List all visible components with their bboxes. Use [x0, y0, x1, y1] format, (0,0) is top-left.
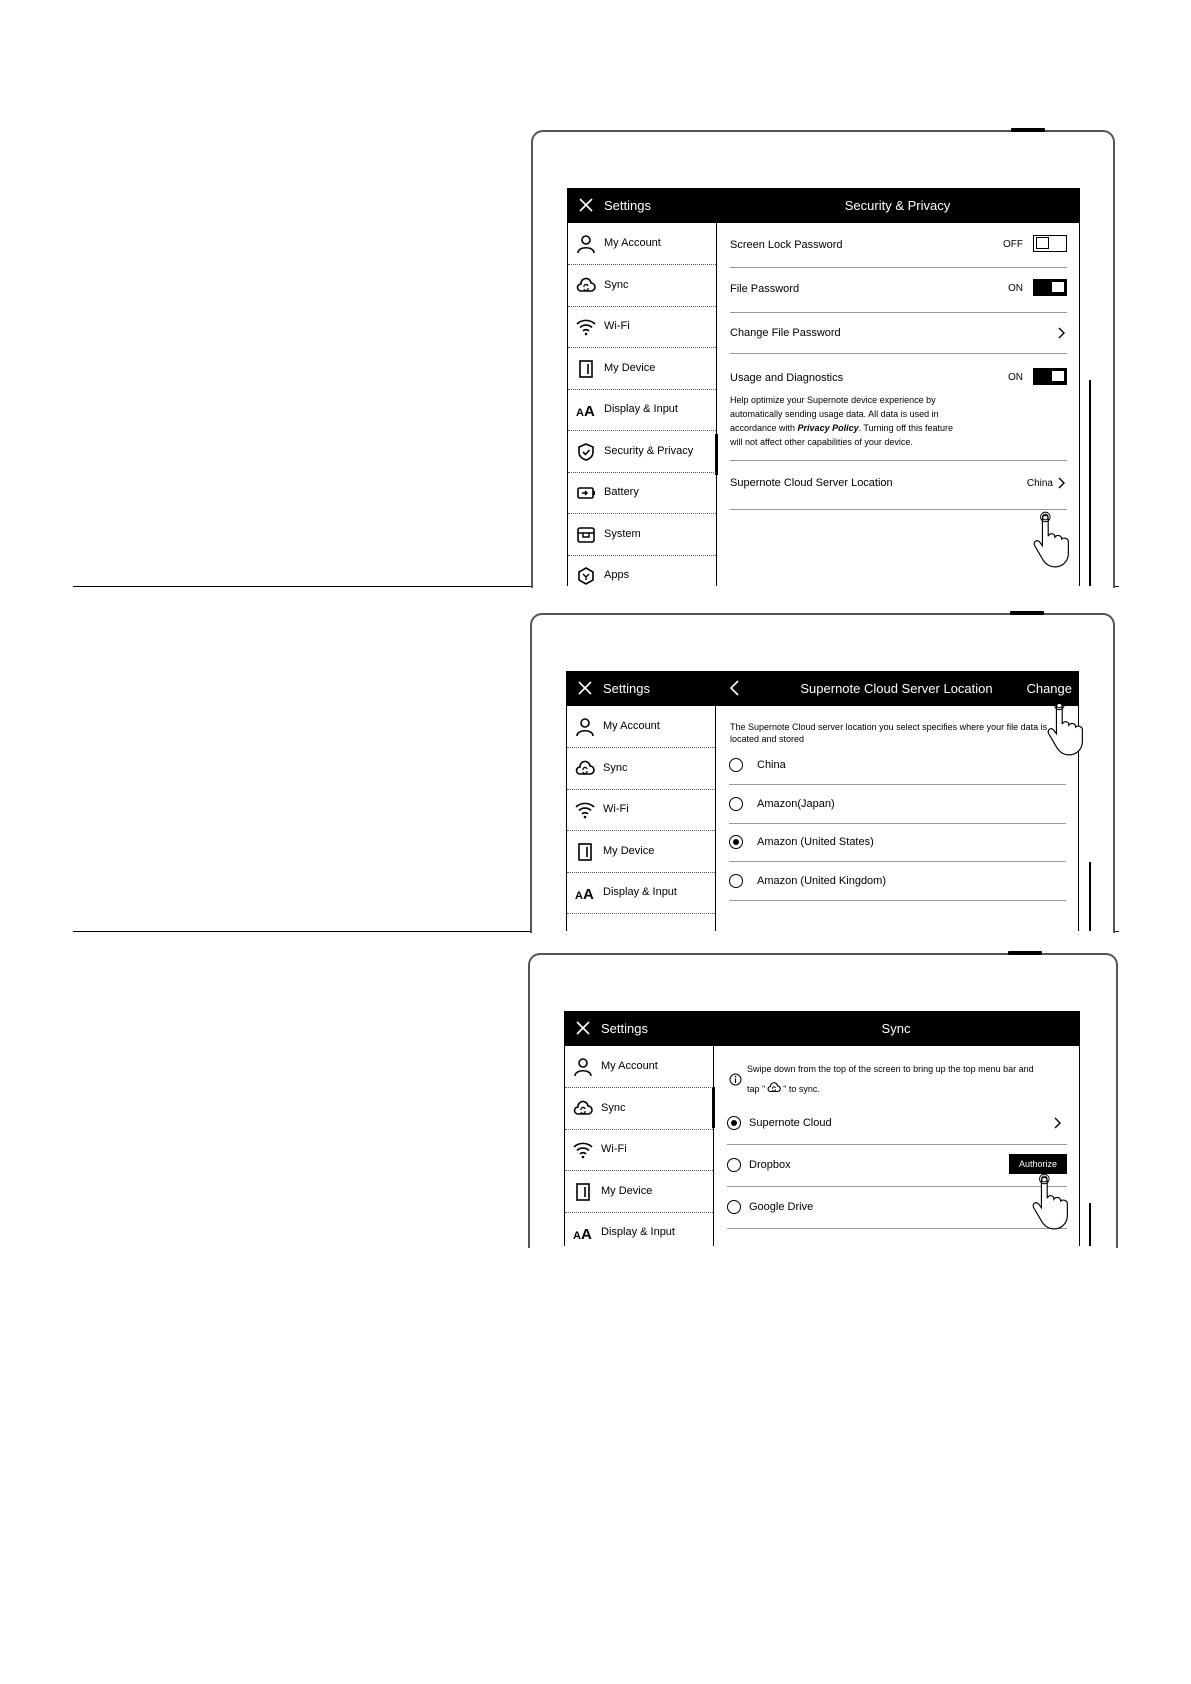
server-option[interactable]: [729, 862, 1066, 901]
sidebar-item-label: Security & Privacy: [604, 444, 694, 457]
usage-label: Usage and Diagnostics: [730, 372, 844, 384]
usage-toggle[interactable]: [1033, 368, 1067, 385]
sidebar-item-my-device[interactable]: [567, 831, 715, 873]
server-option[interactable]: [729, 785, 1066, 824]
sidebar-item-label: My Device: [604, 361, 656, 374]
sync-tip: Swipe down from the top of the screen to bring up the top menu bar and tap " " to sync.: [747, 1064, 1034, 1094]
device-button: [1010, 611, 1044, 615]
wifi-icon: [576, 317, 596, 337]
sidebar-item-apps[interactable]: [568, 555, 716, 586]
file-password-label: File Password: [730, 283, 800, 295]
server-option[interactable]: [729, 823, 1066, 862]
device-icon: [576, 359, 596, 379]
font-size-icon: [576, 400, 596, 420]
sidebar-item-label: Wi-Fi: [603, 803, 629, 815]
sidebar-item-my-device[interactable]: [568, 348, 716, 390]
settings-title: Settings: [603, 681, 650, 696]
sync-service-row[interactable]: [727, 1102, 1067, 1145]
server-option[interactable]: [729, 746, 1066, 785]
sidebar-item-label: Sync: [603, 761, 628, 774]
server-location-label: Supernote Cloud Server Location: [730, 477, 893, 489]
file-password-state: ON: [1008, 283, 1023, 294]
server-location-value: China: [1026, 478, 1053, 489]
battery-icon: [576, 483, 596, 503]
screen-lock-state: OFF: [1003, 239, 1023, 250]
sidebar-item-label: Display & Input: [604, 403, 678, 415]
radio-button[interactable]: [727, 1200, 741, 1214]
sidebar-item-display-input[interactable]: [567, 872, 715, 914]
sidebar-item-wi-fi[interactable]: [568, 306, 716, 348]
sync-service-row[interactable]: [727, 1186, 1067, 1229]
settings-screen: [564, 1011, 1080, 1246]
cloud-sync-icon: [765, 1081, 783, 1095]
scrollbar[interactable]: [1089, 380, 1091, 586]
server-option-label: Amazon (United Kingdom): [757, 874, 887, 887]
sidebar-item-wi-fi[interactable]: [567, 789, 715, 831]
sync-service-label: Dropbox: [749, 1159, 791, 1171]
sidebar-item-my-device[interactable]: [565, 1171, 713, 1213]
sidebar-item-my-account[interactable]: [567, 706, 715, 748]
sidebar-item-display-input[interactable]: [565, 1212, 713, 1246]
chevron-right-icon: [1058, 477, 1065, 489]
privacy-policy-link[interactable]: Privacy Policy: [797, 423, 859, 433]
sidebar-item-label: My Account: [604, 237, 661, 249]
close-icon[interactable]: [576, 1021, 590, 1038]
sidebar-item-battery[interactable]: [568, 472, 716, 514]
change-button[interactable]: Change: [1026, 681, 1072, 696]
file-password-toggle[interactable]: [1033, 279, 1067, 296]
top-bar: [567, 671, 1078, 706]
top-bar: [565, 1011, 1079, 1046]
shield-icon: [576, 442, 596, 462]
user-icon: [575, 717, 595, 737]
settings-screen: [567, 188, 1080, 586]
font-size-icon: [573, 1223, 593, 1243]
hand-pointer-icon: [1028, 1172, 1076, 1232]
server-option-label: China: [757, 759, 786, 771]
device-icon: [573, 1182, 593, 1202]
user-icon: [576, 234, 596, 254]
page-title: Sync: [881, 1021, 911, 1036]
sidebar-item-my-account[interactable]: [565, 1046, 713, 1088]
close-icon[interactable]: [579, 198, 593, 215]
server-option-label: Amazon (United States): [757, 836, 874, 848]
cloud-sync-icon: [575, 759, 595, 779]
user-icon: [573, 1057, 593, 1077]
radio-button[interactable]: [729, 797, 743, 811]
server-location-description: The Supernote Cloud server location you select specifies where your file data is located and stored: [730, 722, 1048, 744]
change-file-password-label: Change File Password: [730, 327, 841, 339]
cloud-sync-icon: [576, 276, 596, 296]
sync-service-label: Google Drive: [749, 1201, 814, 1213]
server-location-row[interactable]: [730, 460, 1067, 510]
radio-button[interactable]: [729, 835, 743, 849]
main-content: [718, 223, 1079, 586]
sidebar-item-label: Display & Input: [601, 1226, 675, 1238]
info-icon: [729, 1073, 742, 1086]
device-icon: [575, 842, 595, 862]
usage-description: Help optimize your Supernote device experience by automatically sending usage data. All data is used in accordance with Privacy Policy. Turning off this feature will not affect other capabilities of your device.: [730, 395, 953, 447]
sidebar-item-display-input[interactable]: [568, 389, 716, 431]
usage-diagnostics-row[interactable]: [730, 353, 1067, 461]
scrollbar[interactable]: [1089, 862, 1091, 931]
sidebar-item-system[interactable]: [568, 514, 716, 556]
sidebar-item-sync[interactable]: [568, 265, 716, 307]
sidebar: [565, 1046, 714, 1246]
radio-button[interactable]: [729, 758, 743, 772]
page-title: Security & Privacy: [844, 198, 951, 213]
sidebar-item-label: Wi-Fi: [604, 320, 630, 332]
sidebar-item-my-account[interactable]: [568, 223, 716, 265]
top-bar: [568, 188, 1079, 223]
screen-lock-row[interactable]: [730, 223, 1067, 268]
sidebar-item-label: My Device: [603, 844, 655, 857]
sidebar-item-label: Sync: [601, 1101, 626, 1114]
wifi-icon: [573, 1140, 593, 1160]
screen-lock-toggle[interactable]: [1033, 235, 1067, 252]
sidebar-item-sync[interactable]: [567, 748, 715, 790]
page-title: Supernote Cloud Server Location: [800, 681, 993, 696]
sidebar-item-sync[interactable]: [565, 1088, 713, 1130]
main-content: [717, 706, 1078, 931]
settings-screen: [566, 671, 1079, 931]
scrollbar[interactable]: [1089, 1203, 1091, 1246]
hand-pointer-icon: [1029, 510, 1077, 570]
server-option-label: Amazon(Japan): [757, 797, 835, 810]
radio-button[interactable]: [729, 874, 743, 888]
sync-service-label: Supernote Cloud: [749, 1117, 832, 1129]
sidebar-item-label: System: [604, 527, 641, 540]
hand-pointer-icon: [1043, 698, 1091, 758]
sidebar: [568, 223, 717, 586]
usage-state: ON: [1008, 372, 1023, 383]
main-content: [715, 1046, 1079, 1246]
sidebar: [567, 706, 716, 931]
sync-service-row[interactable]: [727, 1144, 1067, 1187]
sidebar-item-label: Display & Input: [603, 886, 677, 898]
authorize-button[interactable]: Authorize: [1009, 1154, 1067, 1174]
device-button: [1008, 951, 1042, 955]
device-button: [1011, 128, 1045, 132]
system-icon: [576, 525, 596, 545]
radio-button[interactable]: [727, 1158, 741, 1172]
screen-lock-label: Screen Lock Password: [730, 239, 843, 251]
change-file-password-row[interactable]: [730, 312, 1067, 354]
sidebar-item-security-privacy[interactable]: [568, 431, 716, 473]
radio-button[interactable]: [727, 1116, 741, 1130]
sidebar-item-label: Sync: [604, 278, 629, 291]
chevron-right-icon: [1058, 327, 1065, 339]
file-password-row[interactable]: [730, 267, 1067, 313]
sidebar-item-label: My Device: [601, 1184, 653, 1197]
settings-title: Settings: [601, 1021, 648, 1036]
sidebar-item-label: Battery: [604, 486, 639, 498]
close-icon[interactable]: [578, 681, 592, 698]
cloud-sync-icon: [573, 1099, 593, 1119]
sidebar-item-label: Wi-Fi: [601, 1143, 627, 1155]
font-size-icon: [575, 883, 595, 903]
wifi-icon: [575, 800, 595, 820]
settings-title: Settings: [604, 198, 651, 213]
sidebar-item-wi-fi[interactable]: [565, 1129, 713, 1171]
sidebar-item-label: My Account: [601, 1060, 658, 1072]
sidebar-item-label: Apps: [604, 569, 630, 581]
apps-icon: [576, 566, 596, 586]
chevron-right-icon: [1054, 1117, 1061, 1129]
sidebar-item-label: My Account: [603, 720, 660, 732]
